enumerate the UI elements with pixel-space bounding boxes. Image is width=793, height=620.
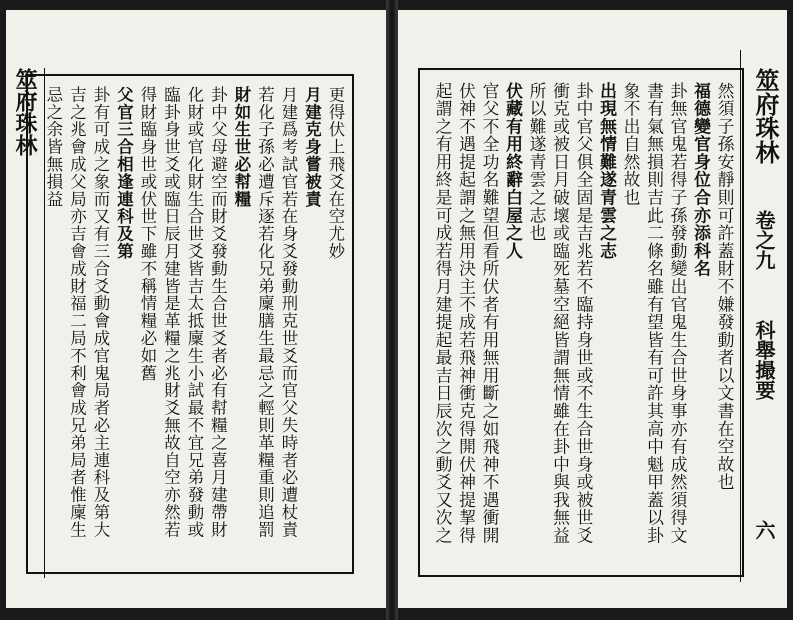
section-heading: 月建克身嘗被責 [302, 86, 322, 208]
section-heading: 父官三合相逢連科及第 [114, 86, 134, 260]
text-column: 伏神不遇提起謂之無用決主不成若飛神衝克得開伏神提挈得 [456, 82, 477, 545]
text-column: 忌之余皆無損益 [44, 86, 63, 208]
right-page-number: 六 [752, 520, 776, 540]
text-column: 書有氣無損則吉此二條名雖有望皆有可許其高中魁甲蓋以卦 [644, 82, 665, 545]
text-column: 月建爲考試官若在身爻發動刑克世爻而官父失時者必遭杖責 [279, 86, 298, 539]
text-column: 衝克或被日月破壞或臨死墓空絕皆謂無情雖在卦中與我無益 [550, 82, 571, 545]
text-column: 卦中父母避空而財爻發動生合世爻者必有幇糧之喜月建帶財 [208, 86, 228, 539]
text-column: 起謂之有用終是可成若得月建提起最吉日辰次之動爻又次之 [433, 82, 453, 545]
left-spine-title: 筮府珠林 [12, 68, 38, 156]
text-column: 卦中官父俱全固是吉兆若不臨持身世或不生合世身或被世爻 [574, 82, 594, 545]
section-heading: 伏藏有用終辭白屋之人 [503, 82, 524, 260]
right-spine-title: 筮府珠林 [751, 68, 780, 164]
right-spine-section: 科舉撮要 [752, 320, 776, 400]
book-gutter [386, 0, 398, 620]
text-column: 得財臨身世或伏世下雖不稱情糧必如舊 [138, 86, 157, 382]
text-column: 吉之兆會成父局亦吉會成財福二局不利會成兄弟局者惟廩生 [67, 86, 87, 539]
right-spine-rule [740, 50, 741, 582]
text-column: 然須子孫安靜則可許蓋財不嫌發動者以文書在空故也 [715, 82, 735, 492]
text-column: 卦無官鬼若得子孫發動變出官鬼生合世身事亦有成然須得文 [668, 82, 688, 545]
section-heading: 出現無情難遂青雲之志 [597, 82, 618, 260]
section-heading: 財如生世必幇糧 [232, 86, 251, 208]
text-column: 更得伏上飛爻在空尤妙 [326, 86, 345, 260]
text-column: 臨卦身世爻或臨日辰月建皆是革糧之兆財爻無故自空亦然若 [161, 86, 181, 539]
text-column: 化財或官化財生合世爻皆吉太抵廩生小試最不宜兄弟發動或 [185, 86, 204, 539]
text-column: 若化子孫必遭斥逐若化兄弟廩膳生最忌之輕則革糧重則追罰 [255, 86, 275, 539]
text-column: 卦有可成之象而又有三合爻動會成官鬼局者必主連科及第大 [91, 86, 110, 539]
text-column: 象不出自然故也 [621, 82, 641, 207]
right-spine-chapter: 卷之九 [752, 210, 776, 270]
right-spine [742, 50, 786, 582]
section-heading: 福德變官身位合亦添科名 [691, 82, 712, 278]
text-column: 官父不全功名難望但看所伏者有用無用斷之如飛神不遇衝開 [480, 82, 500, 545]
text-column: 所以難遂青雲之志也 [527, 82, 547, 243]
